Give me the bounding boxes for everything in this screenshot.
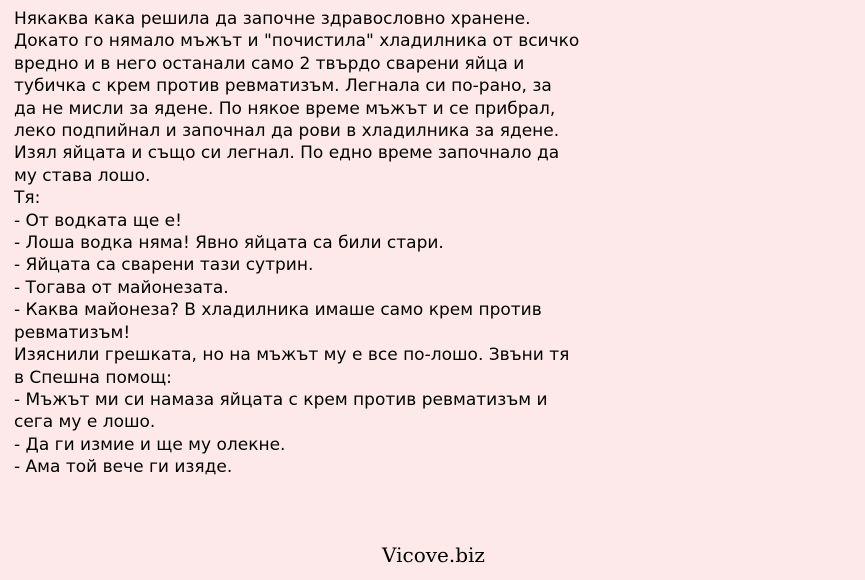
joke-line: Изяснили грешката, но на мъжът му е все по-лошо. Звъни тя xyxy=(14,345,570,366)
joke-line: вредно и в него останали само 2 твърдо сварени яйца и xyxy=(14,53,525,74)
joke-line: Изял яйцата и също си легнал. По едно време започнало да xyxy=(14,143,560,164)
joke-line: - От водката ще е! xyxy=(14,210,182,231)
joke-line: сега му е лошо. xyxy=(14,412,156,433)
joke-line: леко подпийнал и започнал да рови в хладилника за ядене. xyxy=(14,121,560,142)
joke-line: тубичка с крем против ревматизъм. Легнала си по-рано, за xyxy=(14,76,552,97)
joke-line: в Спешна помощ: xyxy=(14,367,172,388)
joke-line: - Тогава от майонезата. xyxy=(14,277,229,298)
joke-line: - Лоша водка няма! Явно яйцата са били стари. xyxy=(14,233,444,254)
joke-line: да не мисли за ядене. По някое време мъжът и се прибрал, xyxy=(14,98,556,119)
joke-line: - Ама той вече ги изяде. xyxy=(14,457,233,478)
joke-line: Докато го нямало мъжът и "почистила" хладилника от всичко xyxy=(14,31,580,52)
joke-line: - Каква майонеза? В хладилника имаше само крем против xyxy=(14,300,542,321)
joke-text xyxy=(14,8,614,479)
site-watermark: Vicove.biz xyxy=(382,543,485,567)
joke-line: ревматизъм! xyxy=(14,322,131,343)
joke-line: - Яйцата са сварени тази сутрин. xyxy=(14,255,314,276)
joke-line: Тя: xyxy=(14,188,41,209)
joke-line: му става лошо. xyxy=(14,165,151,186)
joke-line: Някаква кака решила да започне здравословно хранене. xyxy=(14,9,531,29)
joke-line: - Да ги измие и ще му олекне. xyxy=(14,434,286,455)
joke-line: - Мъжът ми си намаза яйцата с крем против ревматизъм и xyxy=(14,389,548,410)
